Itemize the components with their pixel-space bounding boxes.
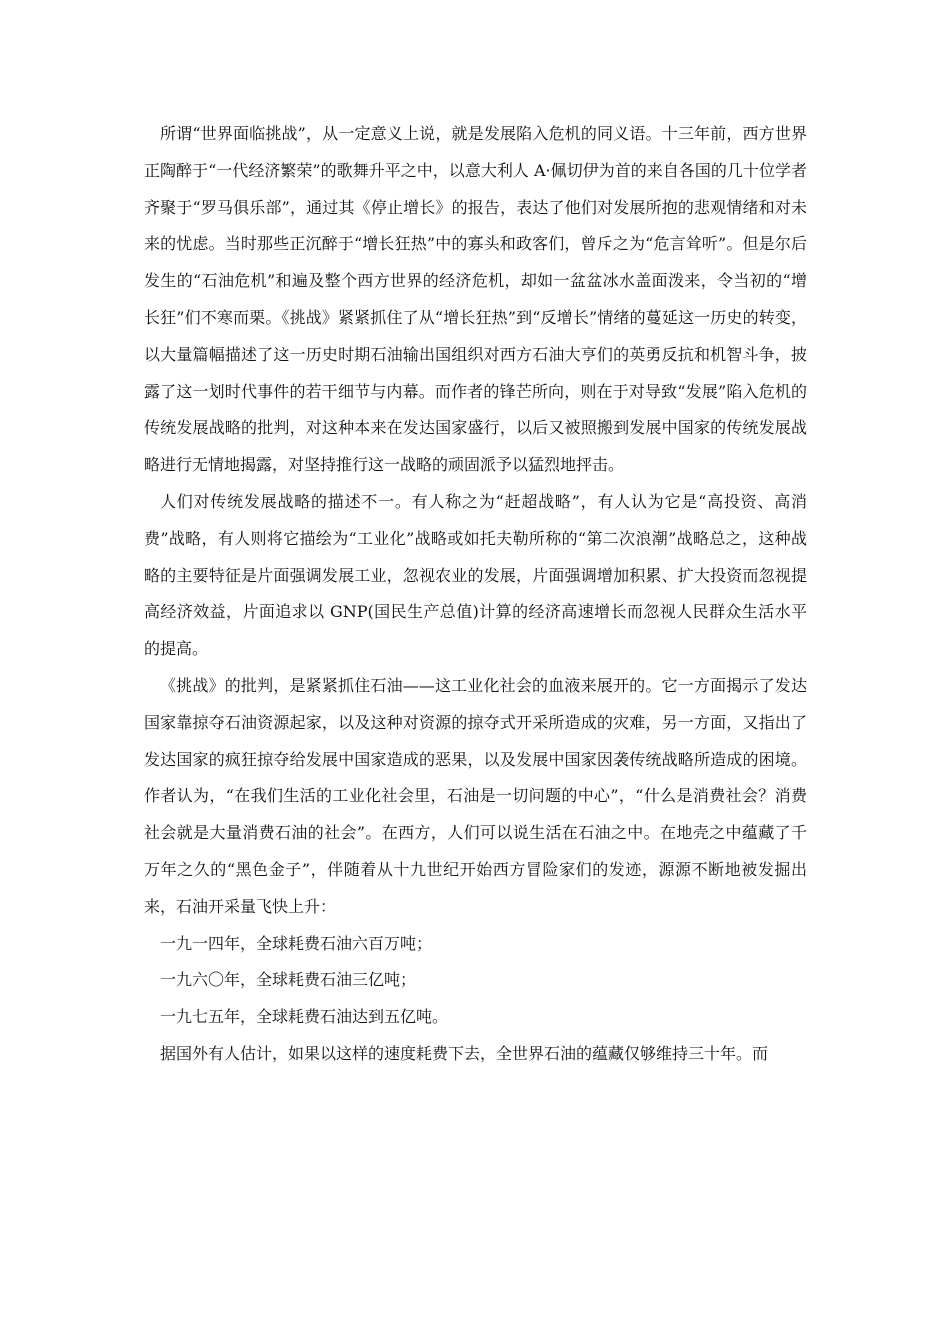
paragraph-world-challenge: 所谓“世界面临挑战”，从一定意义上说，就是发展陷入危机的同义语。十三年前，西方世界正陶醉于“一代经济繁荣”的歌舞升平之中，以意大利人 A·佩切伊为首的来自各国的几十位学者齐聚于“罗马俱乐部”，通过其《停止增长》的报告，表达了他们对发展所抱的悲观情绪和对未来的忧虑。当时那些正沉醉于“增长狂热”中的寡头和政客们，曾斥之为“危言耸听”。但是尔后发生的“石油危机”和遍及整个西方世界的经济危机，却如一盆盆冰水盖面泼来，令当初的“增长狂”们不寒而栗。《挑战》紧紧抓住了从“增长狂热”到“反增长”情绪的蔓延这一历史的转变，以大量篇幅描述了这一历史时期石油输出国组织对西方石油大亨们的英勇反抗和机智斗争，披露了这一划时代事件的若干细节与内幕。而作者的锋芒所向，则在于对导致“发展”陷入危机的传统发展战略的批判，对这种本来在发达国家盛行，以后又被照搬到发展中国家的传统发展战略进行无情地揭露，对坚持推行这一战略的顽固派予以猛烈地抨击。 (144, 124, 807, 475)
document-body (144, 116, 807, 1073)
oil-consumption-1914: 一九一四年，全球耗费石油六百万吨； (160, 933, 433, 953)
paragraph-oil-critique: 《挑战》的批判，是紧紧抓住石油——这工业化社会的血液来展开的。它一方面揭示了发达国家靠掠夺石油资源起家，以及这种对资源的掠夺式开采所造成的灾难，另一方面，又指出了发达国家的疯狂掠夺给发展中国家造成的恶果，以及发展中国家因袭传统战略所造成的困境。作者认为，“在我们生活的工业化社会里，石油是一切问题的中心”，“什么是消费社会？消费社会就是大量消费石油的社会”。在西方，人们可以说生活在石油之中。在地壳之中蕴藏了千万年之久的“黑色金子”，伴随着从十九世纪开始西方冒险家们的发迹，源源不断地被发掘出来，石油开采量飞快上升： (144, 675, 807, 916)
oil-consumption-1960: 一九六〇年，全球耗费石油三亿吨； (160, 970, 417, 990)
paragraph-oil-reserves: 据国外有人估计，如果以这样的速度耗费下去，全世界石油的蕴藏仅够维持三十年。而 (160, 1043, 769, 1063)
paragraph-traditional-strategy: 人们对传统发展战略的描述不一。有人称之为“赶超战略”，有人认为它是“高投资、高消费”战略，有人则将它描绘为“工业化”战略或如托夫勒所称的“第二次浪潮”战略总之，这种战略的主要特征是片面强调发展工业，忽视农业的发展，片面强调增加积累、扩大投资而忽视提高经济效益，片面追求以 GNP(国民生产总值)计算的经济高速增长而忽视人民群众生活水平的提高。 (144, 491, 807, 659)
oil-consumption-1975: 一九七五年，全球耗费石油达到五亿吨。 (160, 1007, 449, 1027)
